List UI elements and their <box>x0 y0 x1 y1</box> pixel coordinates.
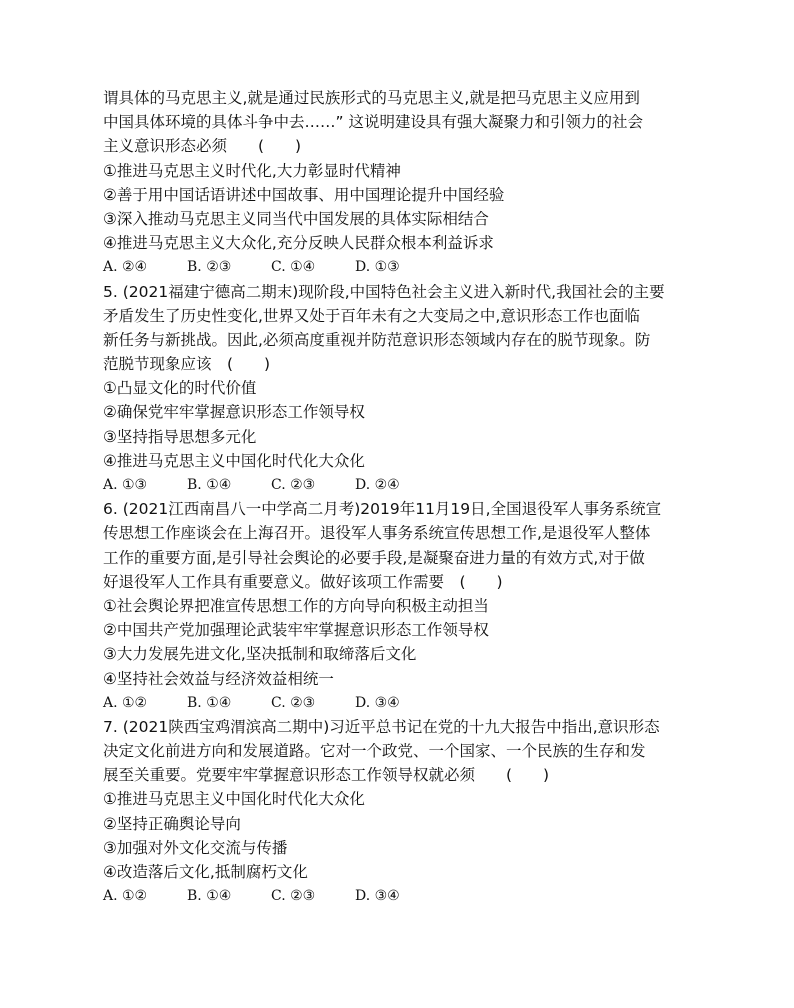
question-6-stem-line-3: 工作的重要方面,是引导社会舆论的必要手段,是凝聚奋进力量的有效方式,对于做 <box>103 548 645 567</box>
question-6-item-4: ④坚持社会效益与经济效益相统一 <box>103 669 334 688</box>
question-7-item-3: ③加强对外文化交流与传播 <box>103 838 288 857</box>
question-6-item-1: ①社会舆论界把准宣传思想工作的方向导向积极主动担当 <box>103 596 489 615</box>
question-4-item-2: ②善于用中国话语讲述中国故事、用中国理论提升中国经验 <box>103 185 505 204</box>
question-5-item-2: ②确保党牢牢掌握意识形态工作领导权 <box>103 403 365 422</box>
question-4-option-c: C. ①④ <box>271 259 316 276</box>
question-7-item-4: ④改造落后文化,抵制腐朽文化 <box>103 863 308 881</box>
question-5-option-c: C. ②③ <box>271 477 316 493</box>
question-6-stem-line-4: 好退役军人工作具有重要意义。做好该项工作需要 ( ) <box>103 572 503 591</box>
question-7-stem-line-1: 7. (2021陕西宝鸡渭滨高二期中)习近平总书记在党的十九大报告中指出,意识形态 <box>103 717 660 736</box>
question-6 <box>103 497 695 715</box>
question-5-option-d: D. ②④ <box>355 477 400 493</box>
question-4-stem-line-3: 主义意识形态必须 ( ) <box>103 137 302 156</box>
question-4-item-4: ④推进马克思主义大众化,充分反映人民群众根本利益诉求 <box>103 234 494 253</box>
question-6-stem-line-2: 传思想工作座谈会在上海召开。退役军人事务系统宣传思想工作,是退役军人整体 <box>103 524 651 543</box>
question-5-stem-line-2: 矛盾发生了历史性变化,世界又处于百年未有之大变局之中,意识形态工作也面临 <box>103 306 640 325</box>
question-5-stem-line-1: 5. (2021福建宁德高二期末)现阶段,中国特色社会主义进入新时代,我国社会的主要 <box>103 282 665 301</box>
question-7 <box>103 715 695 909</box>
question-4-options <box>103 255 695 279</box>
question-7-option-c: C. ②③ <box>271 888 316 905</box>
question-4 <box>103 86 695 280</box>
document-page <box>103 86 695 908</box>
question-4-option-d: D. ①③ <box>355 259 400 276</box>
question-7-item-1: ①推进马克思主义中国化时代化大众化 <box>103 790 365 809</box>
question-6-option-c: C. ②③ <box>271 694 316 711</box>
question-7-option-a: A. ①② <box>103 888 148 905</box>
question-4-stem-line-1: 谓具体的马克思主义,就是通过民族形式的马克思主义,就是把马克思主义应用到 <box>103 89 640 107</box>
question-7-option-b: B. ①④ <box>187 888 232 905</box>
question-4-option-b: B. ②③ <box>187 259 232 276</box>
question-7-options <box>103 884 695 908</box>
question-5-option-b: B. ①④ <box>187 477 232 493</box>
question-5 <box>103 280 695 498</box>
question-4-item-3: ③深入推动马克思主义同当代中国发展的具体实际相结合 <box>103 209 489 228</box>
question-6-option-a: A. ①② <box>103 694 148 711</box>
question-5-options <box>103 473 695 497</box>
question-5-item-1: ①凸显文化的时代价值 <box>103 379 257 398</box>
question-6-stem-line-1: 6. (2021江西南昌八一中学高二月考)2019年11月19日,全国退役军人事务系统宣 <box>103 500 662 519</box>
question-6-option-b: B. ①④ <box>187 694 232 711</box>
question-7-item-2: ②坚持正确舆论导向 <box>103 814 241 833</box>
question-5-item-3: ③坚持指导思想多元化 <box>103 427 257 446</box>
question-6-item-3: ③大力发展先进文化,坚决抵制和取缔落后文化 <box>103 645 417 664</box>
question-4-stem-line-2: 中国具体环境的具体斗争中去……” 这说明建设具有强大凝聚力和引领力的社会 <box>103 113 643 132</box>
question-5-option-a: A. ①③ <box>103 477 148 493</box>
question-6-item-2: ②中国共产党加强理论武装牢牢掌握意识形态工作领导权 <box>103 621 489 640</box>
question-7-option-d: D. ③④ <box>355 888 400 905</box>
question-6-option-d: D. ③④ <box>355 694 400 711</box>
question-4-item-1: ①推进马克思主义时代化,大力彰显时代精神 <box>103 161 401 180</box>
question-7-stem-line-2: 决定文化前进方向和发展道路。它对一个政党、一个国家、一个民族的生存和发 <box>103 742 646 761</box>
question-5-item-4: ④推进马克思主义中国化时代化大众化 <box>103 451 365 470</box>
question-4-option-a: A. ②④ <box>103 259 148 276</box>
question-6-options <box>103 691 695 715</box>
question-5-stem-line-3: 新任务与新挑战。因此,必须高度重视并防范意识形态领域内存在的脱节现象。防 <box>103 330 651 349</box>
question-7-stem-line-3: 展至关重要。党要牢牢掌握意识形态工作领导权就必须 ( ) <box>103 766 550 785</box>
question-5-stem-line-4: 范脱节现象应该 ( ) <box>103 355 271 374</box>
